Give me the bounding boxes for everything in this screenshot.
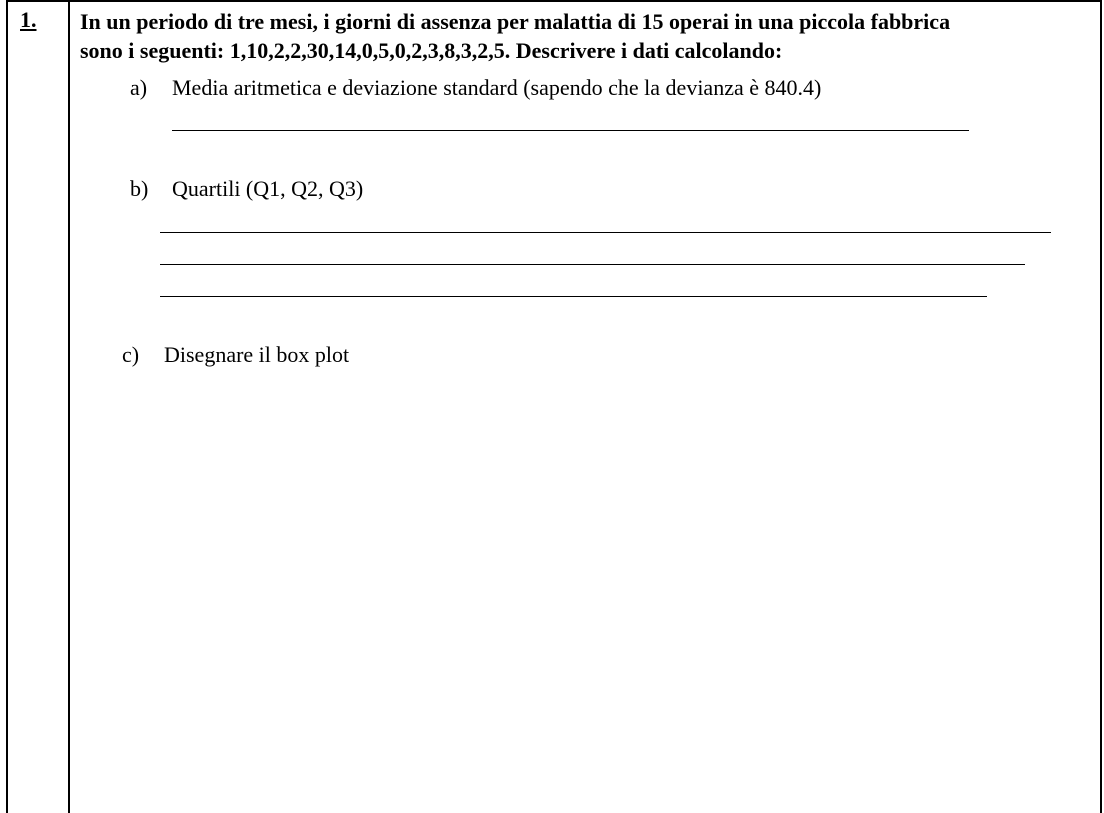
question-item-c <box>122 342 349 368</box>
table-top-border <box>6 0 1102 2</box>
exercise-stem-line-2: sono i seguenti: 1,10,2,2,30,14,0,5,0,2,3,8,3,2,5. Descrivere i dati calcolando: <box>80 38 783 63</box>
answer-line-a <box>172 130 969 131</box>
item-b-marker: b) <box>130 176 149 201</box>
answer-line-b-1 <box>160 232 1051 233</box>
table-column-divider <box>68 0 70 813</box>
table-right-border <box>1100 0 1102 813</box>
item-b-text: Quartili (Q1, Q2, Q3) <box>172 176 364 201</box>
answer-line-b-3 <box>160 296 987 297</box>
exercise-stem-line-1: In un periodo di tre mesi, i giorni di assenza per malattia di 15 operai in una piccola fabbrica <box>80 9 951 34</box>
question-item-b <box>130 176 363 202</box>
item-c-text: Disegnare il box plot <box>164 342 350 367</box>
table-left-border <box>6 0 8 813</box>
question-item-a <box>130 75 821 101</box>
answer-line-b-2 <box>160 264 1025 265</box>
exercise-stem <box>80 7 1095 65</box>
item-c-marker: c) <box>122 342 140 367</box>
item-a-marker: a) <box>130 75 148 100</box>
exercise-number: 1. <box>20 7 37 32</box>
item-a-text: Media aritmetica e deviazione standard (sapendo che la devianza è 840.4) <box>172 75 822 100</box>
